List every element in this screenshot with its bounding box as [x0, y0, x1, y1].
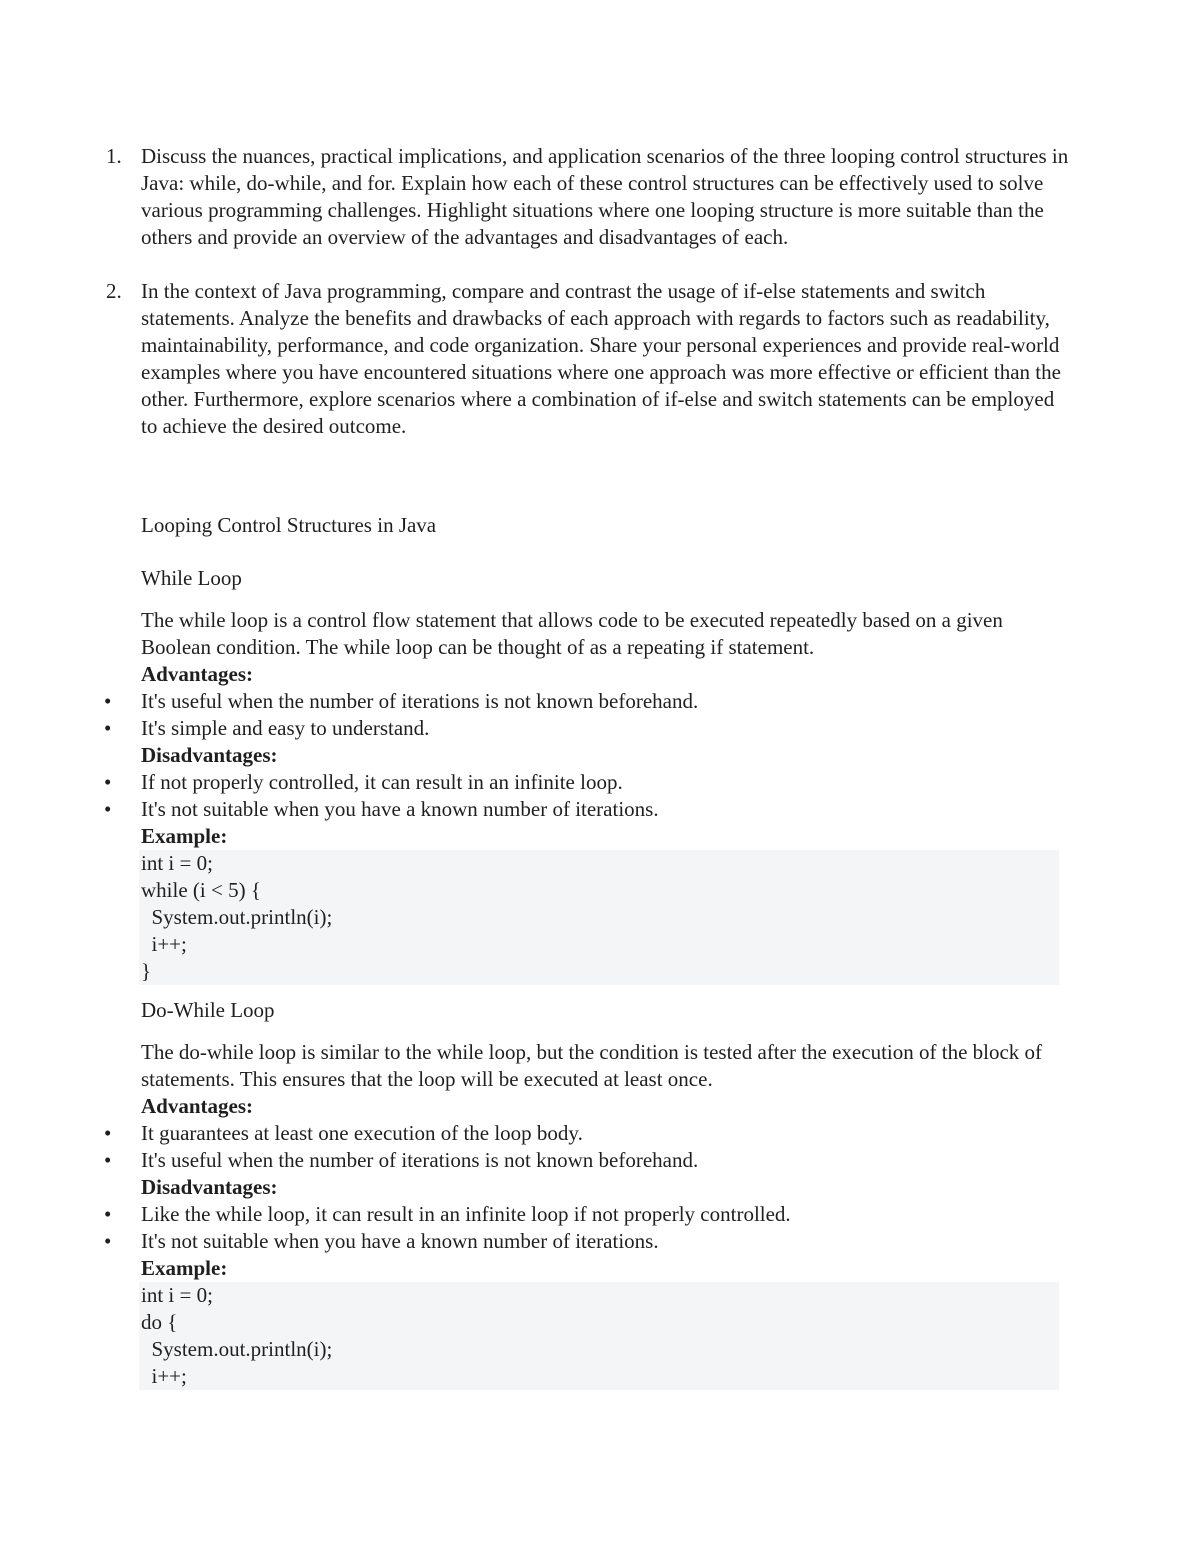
bullet-icon: • — [104, 770, 112, 794]
question-number: 2. — [106, 279, 122, 303]
bullet-icon: • — [104, 716, 112, 740]
do-while-example-label: Example: — [141, 1256, 228, 1280]
code-line: i++; — [141, 932, 187, 956]
code-line: int i = 0; — [141, 851, 213, 875]
list-item-text: Like the while loop, it can result in an infinite loop if not properly controlled. — [141, 1202, 791, 1226]
list-item-text: It guarantees at least one execution of the loop body. — [141, 1121, 583, 1145]
question-text: Discuss the nuances, practical implications, and application scenarios of the three looping control structures in Java: while, do-while, and for. Explain how each of these control structures can be effectively used to solve various programming challenges. Highlight situations where one looping structure is more suitable than the others and provide an overview of the advantages and disadvantages of each. — [141, 144, 1069, 249]
question-1 — [106, 143, 1071, 251]
while-example-label: Example: — [141, 824, 228, 848]
bullet-icon: • — [104, 1229, 112, 1253]
do-while-loop-description: The do-while loop is similar to the while loop, but the condition is tested after the execution of the block of statements. This ensures that the loop will be executed at least once. — [141, 1040, 1043, 1091]
list-item-text: It's not suitable when you have a known number of iterations. — [141, 797, 659, 821]
section-heading: Looping Control Structures in Java — [141, 513, 437, 537]
list-item — [104, 796, 659, 823]
code-line: int i = 0; — [141, 1283, 213, 1307]
code-line: System.out.println(i); — [141, 905, 333, 929]
list-item — [104, 1147, 698, 1174]
list-item — [104, 715, 429, 742]
do-while-advantages-label: Advantages: — [141, 1094, 254, 1118]
code-line: } — [141, 959, 152, 983]
while-code-block — [139, 850, 1059, 985]
code-line: System.out.println(i); — [141, 1337, 333, 1361]
while-disadvantages-label: Disadvantages: — [141, 743, 278, 767]
list-item-text: It's useful when the number of iterations is not known beforehand. — [141, 689, 699, 713]
do-while-disadvantages-label: Disadvantages: — [141, 1175, 278, 1199]
bullet-icon: • — [104, 689, 112, 713]
list-item-text: If not properly controlled, it can result in an infinite loop. — [141, 770, 623, 794]
question-text: In the context of Java programming, compare and contrast the usage of if-else statements and switch statements. Analyze the benefits and drawbacks of each approach with regards to factors such as readability, maintainability, performance, and code organization. Share your personal experiences and provide real-world examples where you have encountered situations where one approach was more effective or efficient than the other. Furthermore, explore scenarios where a combination of if-else and switch statements can be employed to achieve the desired outcome. — [141, 279, 1061, 438]
while-loop-title: While Loop — [141, 566, 242, 590]
list-item-text: It's not suitable when you have a known number of iterations. — [141, 1229, 659, 1253]
list-item — [104, 769, 623, 796]
list-item — [104, 1120, 583, 1147]
while-loop-description: The while loop is a control flow statement that allows code to be executed repeatedly based on a given Boolean condition. The while loop can be thought of as a repeating if statement. — [141, 608, 1003, 659]
list-item — [104, 1228, 659, 1255]
code-line: while (i < 5) { — [141, 878, 261, 902]
do-while-code-block — [139, 1282, 1059, 1390]
do-while-loop-title: Do-While Loop — [141, 998, 275, 1022]
bullet-icon: • — [104, 797, 112, 821]
list-item — [104, 1201, 791, 1228]
list-item-text: It's simple and easy to understand. — [141, 716, 430, 740]
code-line: i++; — [141, 1364, 187, 1388]
while-advantages-label: Advantages: — [141, 662, 254, 686]
code-line: do { — [141, 1310, 178, 1334]
bullet-icon: • — [104, 1121, 112, 1145]
question-2 — [106, 278, 1071, 440]
list-item — [104, 688, 698, 715]
bullet-icon: • — [104, 1202, 112, 1226]
bullet-icon: • — [104, 1148, 112, 1172]
question-number: 1. — [106, 144, 122, 168]
list-item-text: It's useful when the number of iterations is not known beforehand. — [141, 1148, 699, 1172]
